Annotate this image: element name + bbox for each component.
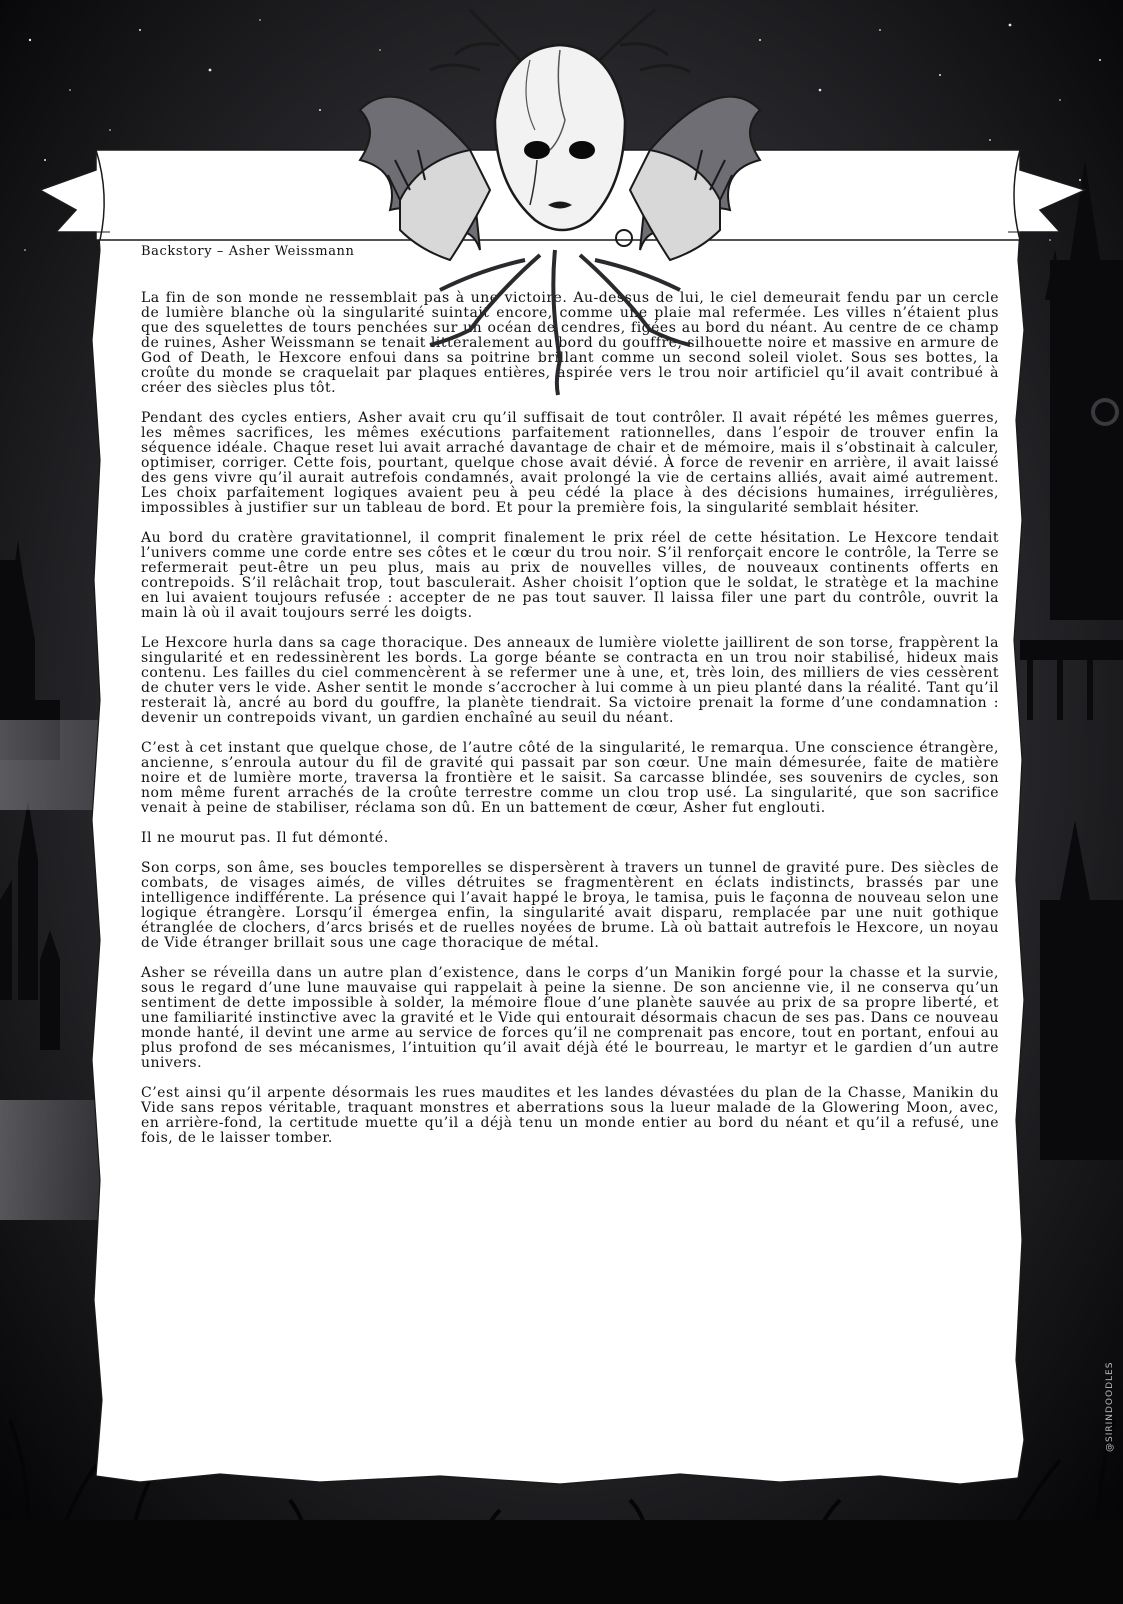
document-title: Backstory – Asher Weissmann xyxy=(141,244,355,259)
paragraph: Pendant des cycles entiers, Asher avait cru qu’il suffisait de tout contrôler. Il avait répété les mêmes guerres, les mêmes sacrifices, les mêmes exécutions parfaitement rationnelles, dans l’espoir de trouver enfin la séquence idéale. Chaque reset lui avait arraché davantage de chair et de mémoire, mais il s’obstinait à calculer, optimiser, corriger. Cette fois, pourtant, quelque chose avait dévié. À force de revenir en arrière, il avait laissé des gens vivre qu’il aurait autrefois condamnés, avait prolongé la vie de certains alliés, avait aimé autrement. Les choix parfaitement logiques avaient peu à peu cédé la place à des décisions humaines, irrégulières, impossibles à justifier sur un tableau de bord. Et pour la première fois, la singularité semblait hésiter. xyxy=(141,410,999,516)
paragraph: Le Hexcore hurla dans sa cage thoracique. Des anneaux de lumière violette jaillirent de son torse, frappèrent la singularité et en redessinèrent les bords. La gorge béante se contracta en un trou noir stabilisé, hideux mais contenu. Les failles du ciel commencèrent à se refermer une à une, et, très loin, des milliers de vies cessèrent de chuter vers le vide. Asher sentit le monde s’accrocher à lui comme à un pieu planté dans la réalité. Tant qu’il resterait là, ancré au bord du gouffre, la planète tiendrait. Sa victoire prenait la forme d’une condamnation : devenir un contrepoids vivant, un gardien enchaîné au seuil du néant. xyxy=(141,635,999,726)
paragraph: Son corps, son âme, ses boucles temporelles se dispersèrent à travers un tunnel de gravité pure. Des siècles de combats, de visages aimés, de villes détruites se fragmentèrent en éclats indistincts, brassés par une intelligence indifférente. La présence qui l’avait happé le broya, le tamisa, puis le façonna de nouveau selon une logique étrangère. Lorsqu’il émergea enfin, la singularité avait disparu, remplacée par une nuit gothique étranglée de clochers, d’arcs brisés et de ruelles noyées de brume. Là où battait autrefois le Hexcore, un noyau de Vide étranger brillait sous une cage thoracique de métal. xyxy=(141,860,999,951)
document-body xyxy=(141,291,999,1161)
paragraph: La fin de son monde ne ressemblait pas à une victoire. Au-dessus de lui, le ciel demeurait fendu par un cercle de lumière blanche où la singularité suintait encore, comme une plaie mal refermée. Les villes n’étaient plus que des squelettes de tours penchées sur un océan de cendres, figées au bord du néant. Au centre de ce champ de ruines, Asher Weissmann se tenait littéralement au bord du gouffre, silhouette noire et massive en armure de God of Death, le Hexcore enfoui dans sa poitrine brillant comme un second soleil violet. Sous ses bottes, la croûte du monde se craquelait par plaques entières, aspirée vers le trou noir artificiel qu’il avait contribué à créer des siècles plus tôt. xyxy=(141,290,999,396)
paragraph: C’est ainsi qu’il arpente désormais les rues maudites et les landes dévastées du plan de la Chasse, Manikin du Vide sans repos véritable, traquant monstres et aberrations sous la lueur malade de la Glowering Moon, avec, en arrière-fond, la certitude muette qu’il a déjà tenu un monde entier au bord du néant et qu’il a refusé, une fois, de le laisser tomber. xyxy=(141,1085,999,1146)
paragraph: C’est à cet instant que quelque chose, de l’autre côté de la singularité, le remarqua. Une conscience étrangère, ancienne, s’enroula autour du fil de gravité qui passait par son cœur. Une main démesurée, faite de matière noire et de lumière morte, traversa la frontière et le saisit. Sa carcasse blindée, ses souvenirs de cycles, son nom même furent arrachés de la croûte terrestre comme un clou trop usé. La singularité, que son sacrifice venait à peine de stabiliser, réclama son dû. En un battement de cœur, Asher fut englouti. xyxy=(141,740,999,816)
paragraph: Il ne mourut pas. Il fut démonté. xyxy=(141,830,389,846)
paragraph: Au bord du cratère gravitationnel, il comprit finalement le prix réel de cette hésitation. Le Hexcore tendait l’univers comme une corde entre ses côtes et le cœur du trou noir. S’il renforçait encore le contrôle, la Terre se refermerait peut-être un peu plus, mais au prix de nouvelles villes, de nouveaux continents offerts en contrepoids. S’il relâchait trop, tout basculerait. Asher choisit l’option que le soldat, le stratège et la machine en lui avaient toujours refusée : accepter de ne pas tout sauver. Il laissa filer une part du contrôle, ouvrit la main là où il avait toujours serré les doigts. xyxy=(141,530,999,621)
paragraph: Asher se réveilla dans un autre plan d’existence, dans le corps d’un Manikin forgé pour la chasse et la survie, sous le regard d’une lune mauvaise qui rappelait à peine la sienne. De son ancienne vie, il ne conserva qu’un sentiment de dette impossible à solder, la mémoire floue d’une planète sauvée au prix de sa propre liberté, et une familiarité instinctive avec la gravité et le Vide qui entourait désormais chacun de ses pas. Dans ce nouveau monde hanté, il devint une arme au service de forces qu’il ne comprenait pas encore, tout en portant, enfoui au plus profond de ses mécanismes, l’intuition qu’il avait déjà été le bourreau, le martyr et le gardien d’un autre univers. xyxy=(141,965,999,1071)
artist-watermark: @SIRINDOODLES xyxy=(1105,1361,1115,1452)
